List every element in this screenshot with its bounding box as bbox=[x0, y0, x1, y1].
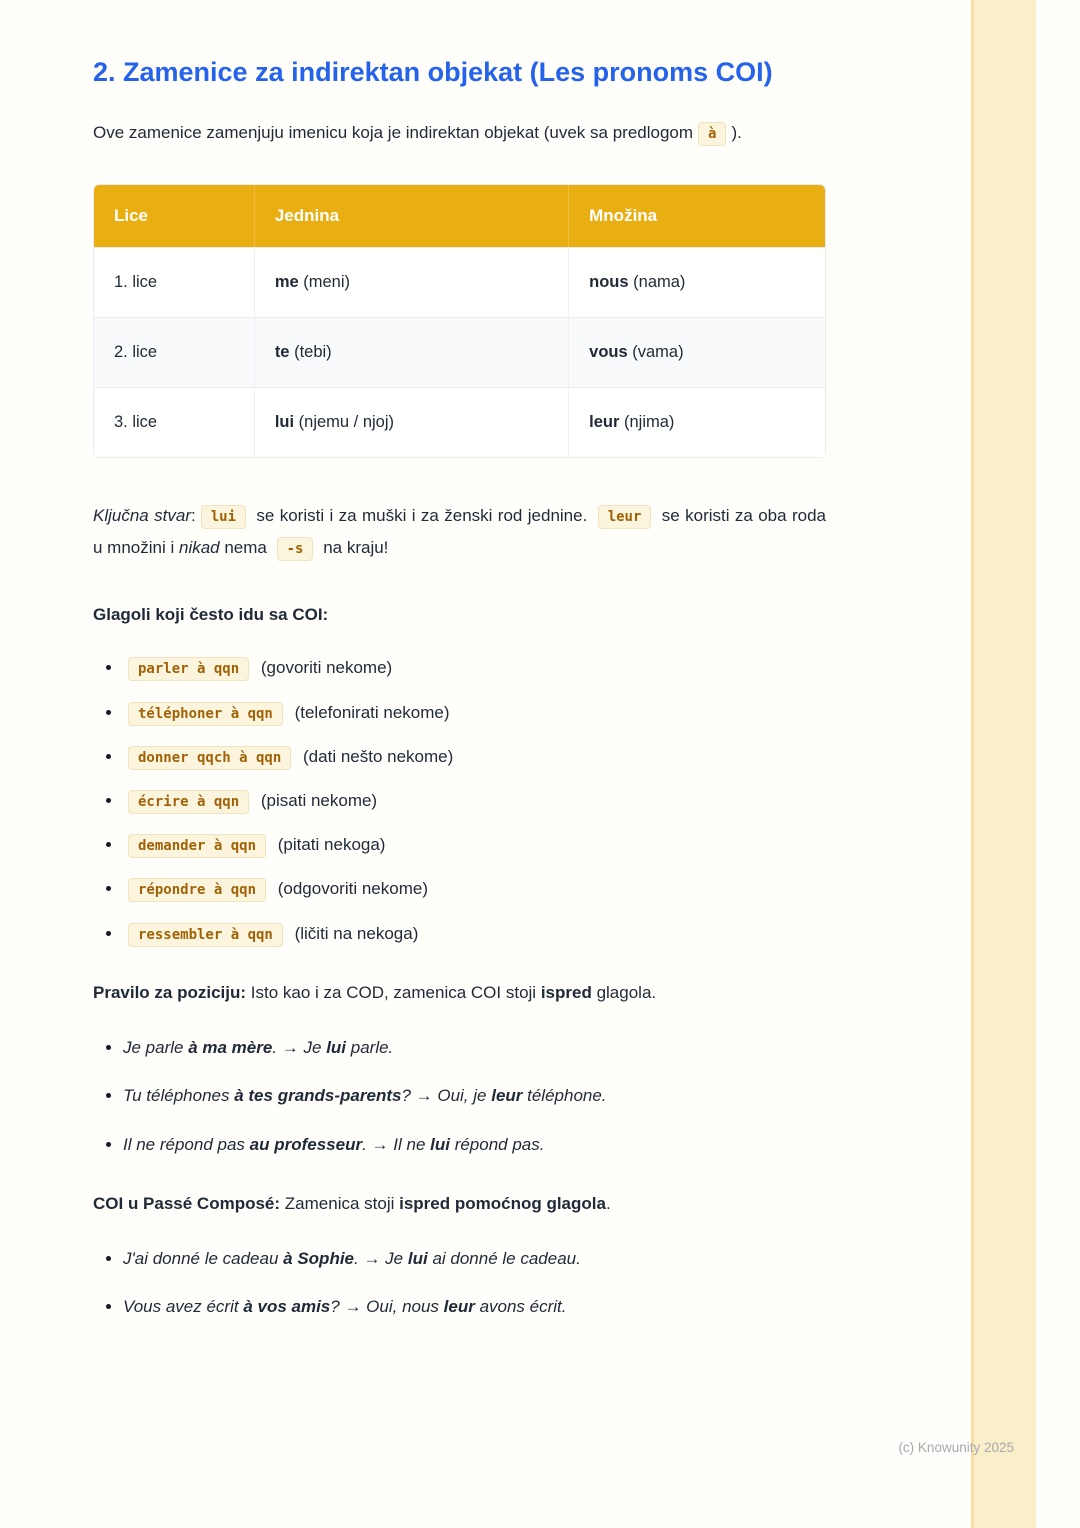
cell-mnozina bbox=[569, 247, 825, 317]
example-item bbox=[123, 1082, 826, 1109]
verb-list-item bbox=[123, 743, 826, 770]
text-segment: . → Il ne bbox=[362, 1134, 431, 1154]
text-segment: . bbox=[605, 1193, 611, 1213]
verb-list-item bbox=[123, 699, 826, 726]
text-segment: . → Je bbox=[272, 1038, 327, 1058]
text-segment: nikad bbox=[178, 537, 220, 557]
text-segment: Zamenica stoji bbox=[280, 1193, 400, 1213]
text-segment: Vous avez écrit bbox=[123, 1297, 244, 1317]
text-segment: se koristi za oba roda u množini i bbox=[93, 506, 826, 557]
text-segment: ? → Oui, nous bbox=[330, 1297, 444, 1317]
text-segment: Tu téléphones bbox=[123, 1086, 235, 1106]
text-segment: Isto kao i za COD, zamenica COI stoji bbox=[246, 982, 541, 1002]
code-chip: lui bbox=[201, 505, 246, 529]
verb-translation: (odgovoriti nekome) bbox=[273, 879, 428, 899]
text-segment: répond pas. bbox=[449, 1134, 545, 1154]
verb-list-item bbox=[123, 920, 826, 947]
code-chip: donner qqch à qqn bbox=[128, 746, 291, 770]
code-chip: téléphoner à qqn bbox=[128, 702, 283, 726]
copyright-footer: (c) Knowunity 2025 bbox=[898, 1440, 1014, 1455]
text-segment: ). bbox=[731, 122, 742, 142]
verb-translation: (govoriti nekome) bbox=[256, 658, 393, 678]
text-segment: J'ai donné le cadeau bbox=[123, 1249, 284, 1269]
text-segment: nous bbox=[589, 273, 629, 292]
coi-pronouns-table bbox=[93, 184, 826, 458]
cell-lice: 1. lice bbox=[94, 247, 255, 317]
text-segment: lui bbox=[274, 413, 295, 432]
table-row bbox=[94, 247, 825, 317]
page-edge-stripe bbox=[971, 0, 1036, 1528]
text-segment: (tebi) bbox=[289, 343, 332, 362]
example-item bbox=[123, 1245, 826, 1272]
cell-lice: 2. lice bbox=[94, 317, 255, 387]
text-segment: Ključna stvar bbox=[93, 506, 191, 526]
verb-translation: (pisati nekome) bbox=[256, 790, 378, 810]
table-header-mnozina: Množina bbox=[569, 185, 825, 247]
verb-list-item bbox=[123, 654, 826, 681]
passe-compose-example-list bbox=[93, 1245, 826, 1320]
verb-list-item bbox=[123, 831, 826, 858]
code-chip: à bbox=[698, 122, 726, 146]
table-header-row bbox=[94, 185, 825, 247]
text-segment: leur bbox=[589, 413, 620, 432]
cell-lice: 3. lice bbox=[94, 387, 255, 457]
position-example-list bbox=[93, 1034, 826, 1158]
text-segment: . → Je bbox=[354, 1249, 408, 1269]
cell-mnozina bbox=[569, 317, 825, 387]
text-segment: parle. bbox=[346, 1038, 394, 1058]
text-segment: lui bbox=[326, 1038, 347, 1058]
verb-translation: (ličiti na nekoga) bbox=[289, 923, 419, 943]
text-segment: se koristi i za muški i za ženski rod jednine. bbox=[251, 506, 593, 526]
text-segment: (njemu / njoj) bbox=[294, 413, 395, 432]
code-chip: leur bbox=[598, 505, 652, 529]
text-segment: lui bbox=[407, 1249, 428, 1269]
code-chip: ressembler à qqn bbox=[128, 923, 283, 947]
text-segment: na kraju! bbox=[318, 537, 389, 557]
text-segment: leur bbox=[491, 1086, 523, 1106]
text-segment: à Sophie bbox=[283, 1249, 355, 1269]
text-segment: ispred bbox=[540, 982, 592, 1002]
intro-paragraph bbox=[93, 117, 826, 148]
text-segment: vous bbox=[589, 343, 628, 362]
example-item bbox=[123, 1131, 826, 1158]
document-content bbox=[93, 0, 826, 1351]
text-segment: à ma mère bbox=[188, 1038, 273, 1058]
verb-list bbox=[93, 654, 826, 946]
text-segment: (njima) bbox=[619, 413, 675, 432]
verbs-heading: Glagoli koji često idu sa COI: bbox=[93, 604, 329, 624]
position-rule bbox=[93, 977, 826, 1008]
table-header-lice: Lice bbox=[94, 185, 255, 247]
key-note bbox=[93, 500, 826, 563]
cell-jednina bbox=[255, 317, 569, 387]
text-segment: COI u Passé Composé: bbox=[93, 1193, 281, 1213]
text-segment: Ove zamenice zamenjuju imenicu koja je indirektan objekat (uvek sa predlogom bbox=[93, 122, 694, 142]
code-chip: demander à qqn bbox=[128, 834, 266, 858]
verb-translation: (pitati nekoga) bbox=[273, 835, 386, 855]
text-segment: lui bbox=[430, 1134, 450, 1154]
text-segment: Pravilo za poziciju: bbox=[93, 982, 247, 1002]
text-segment: (nama) bbox=[628, 273, 686, 292]
passe-compose-rule bbox=[93, 1188, 826, 1219]
table-row bbox=[94, 387, 825, 457]
text-segment: avons écrit. bbox=[474, 1297, 567, 1317]
text-segment: téléphone. bbox=[522, 1086, 607, 1106]
text-segment: te bbox=[274, 343, 290, 362]
table-header-jednina: Jednina bbox=[255, 185, 569, 247]
example-item bbox=[123, 1034, 826, 1061]
verb-translation: (dati nešto nekome) bbox=[298, 746, 454, 766]
cell-jednina bbox=[255, 247, 569, 317]
example-item bbox=[123, 1293, 826, 1320]
verb-translation: (telefonirati nekome) bbox=[289, 702, 450, 722]
code-chip: -s bbox=[277, 537, 314, 561]
text-segment: (vama) bbox=[627, 343, 684, 362]
text-segment: leur bbox=[443, 1297, 475, 1317]
text-segment: : bbox=[190, 506, 196, 526]
text-segment: au professeur bbox=[249, 1134, 363, 1154]
text-segment: Je parle bbox=[123, 1038, 189, 1058]
verb-list-item bbox=[123, 787, 826, 814]
code-chip: écrire à qqn bbox=[128, 790, 249, 814]
text-segment: glagola. bbox=[591, 982, 657, 1002]
text-segment: Il ne répond pas bbox=[123, 1134, 250, 1154]
section-heading: 2. Zamenice za indirektan objekat (Les pronoms COI) bbox=[93, 57, 773, 87]
text-segment: ispred pomoćnog glagola bbox=[399, 1193, 606, 1213]
text-segment: ? → Oui, je bbox=[401, 1086, 492, 1106]
code-chip: répondre à qqn bbox=[128, 878, 266, 902]
cell-mnozina bbox=[569, 387, 825, 457]
text-segment: nema bbox=[219, 537, 272, 557]
text-segment: ai donné le cadeau. bbox=[427, 1249, 581, 1269]
text-segment: me bbox=[274, 273, 299, 292]
code-chip: parler à qqn bbox=[128, 657, 249, 681]
table-row bbox=[94, 317, 825, 387]
cell-jednina bbox=[255, 387, 569, 457]
text-segment: à vos amis bbox=[243, 1297, 331, 1317]
text-segment: à tes grands-parents bbox=[234, 1086, 402, 1106]
verb-list-item bbox=[123, 875, 826, 902]
text-segment: (meni) bbox=[298, 273, 351, 292]
